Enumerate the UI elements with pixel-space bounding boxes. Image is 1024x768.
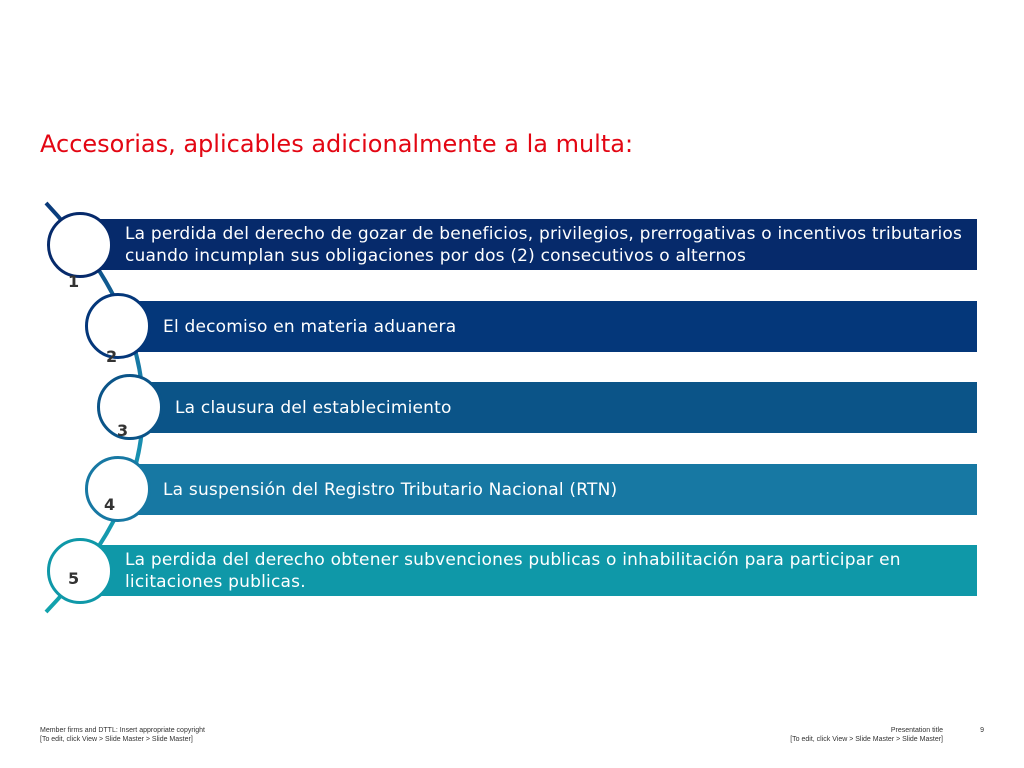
item-circle-1 [47,212,113,278]
footer-copyright-line-1: Member firms and DTTL: Insert appropriate copyright [40,727,205,734]
footer-title-line-1: Presentation title [890,727,943,734]
item-circle-4 [85,456,151,522]
item-text-5: La perdida del derecho obtener subvenciones publicas o inhabilitación para participar en licitaciones publicas. [125,549,901,592]
slide-title: Accesorias, aplicables adicionalmente a la multa: [40,130,634,158]
item-text-3: La clausura del establecimiento [175,397,452,418]
item-bar-5 [80,545,977,596]
footer-copyright [40,726,205,744]
item-number-1: 1 [68,272,80,291]
item-number-4: 4 [104,495,116,514]
footer-presentation-title [790,726,943,744]
item-circle-2 [85,293,151,359]
item-number-3: 3 [117,421,129,440]
item-bar-1 [80,219,977,270]
item-number-5: 5 [68,569,80,588]
item-text-1: La perdida del derecho de gozar de beneficios, privilegios, prerrogativas o incentivos tributarios cuando incumplan sus obligaciones por dos (2) consecutivos o alternos [125,223,963,266]
item-circle-3 [97,374,163,440]
item-bar-2 [118,301,977,352]
page-number: 9 [980,727,984,734]
item-number-2: 2 [106,347,118,366]
footer-copyright-line-2: [To edit, click View > Slide Master > Slide Master] [40,736,193,743]
item-bar-3 [130,382,977,433]
item-text-4: La suspensión del Registro Tributario Nacional (RTN) [163,479,618,500]
footer-title-line-2: [To edit, click View > Slide Master > Slide Master] [790,736,943,743]
item-text-2: El decomiso en materia aduanera [163,316,457,337]
item-bar-4 [118,464,977,515]
item-circle-5 [47,538,113,604]
